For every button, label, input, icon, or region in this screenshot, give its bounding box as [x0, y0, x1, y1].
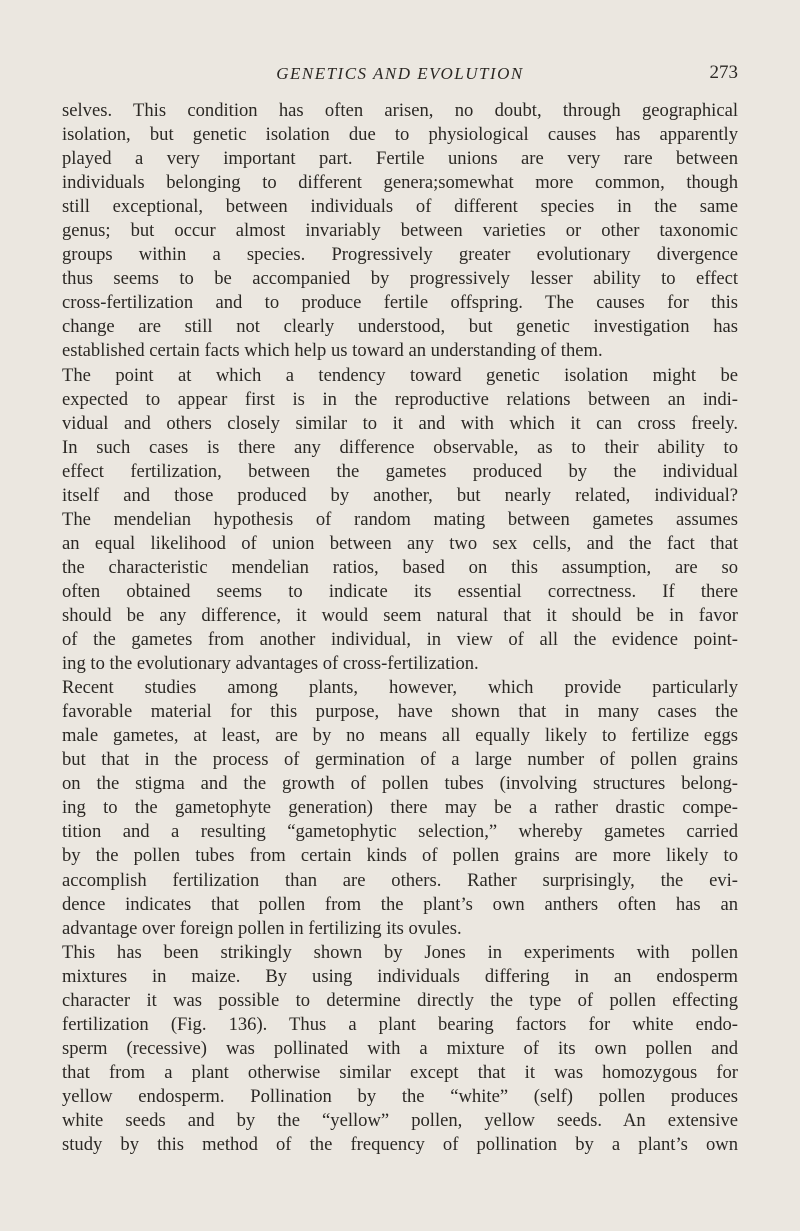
- text-line: of the gametes from another individual, in view of all the evidence point-: [62, 629, 738, 651]
- text-line: advantage over foreign pollen in fertilizing its ovules.: [62, 917, 462, 939]
- text-line: yellow endosperm. Pollination by the “white” (self) pollen produces: [62, 1085, 738, 1107]
- text-line: genus; but occur almost invariably between varieties or other taxonomic: [62, 220, 738, 242]
- text-line: effect fertilization, between the gametes produced by the individual: [62, 460, 738, 482]
- text-line: white seeds and by the “yellow” pollen, yellow seeds. An extensive: [62, 1109, 738, 1131]
- text-line: the characteristic mendelian ratios, based on this assumption, are so: [62, 556, 738, 578]
- page-header: [62, 58, 738, 88]
- text-line: tition and a resulting “gametophytic selection,” whereby gametes carried: [62, 821, 738, 843]
- text-line: mixtures in maize. By using individuals differing in an endosperm: [62, 965, 738, 987]
- text-line: character it was possible to determine directly the type of pollen effecting: [62, 989, 738, 1011]
- running-head: GENETICS AND EVOLUTION: [276, 64, 524, 83]
- text-line: that from a plant otherwise similar except that it was homozygous for: [62, 1061, 738, 1083]
- text-line: thus seems to be accompanied by progressively lesser ability to effect: [62, 268, 738, 290]
- text-line: In such cases is there any difference observable, as to their ability to: [62, 436, 738, 458]
- text-line: This has been strikingly shown by Jones in experiments with pollen: [62, 941, 738, 963]
- text-line: still exceptional, between individuals of different species in the same: [62, 196, 738, 218]
- text-line: ing to the evolutionary advantages of cross-fertilization.: [62, 653, 479, 675]
- text-line: sperm (recessive) was pollinated with a mixture of its own pollen and: [62, 1037, 738, 1059]
- text-line: established certain facts which help us toward an understanding of them.: [62, 340, 603, 362]
- text-line: groups within a species. Progressively greater evolutionary divergence: [62, 244, 738, 266]
- text-line: isolation, but genetic isolation due to physiological causes has apparently: [62, 124, 738, 146]
- text-line: The mendelian hypothesis of random mating between gametes assumes: [62, 508, 738, 530]
- text-line: study by this method of the frequency of pollination by a plant’s own: [62, 1134, 738, 1156]
- text-line: by the pollen tubes from certain kinds of pollen grains are more likely to: [62, 845, 738, 867]
- text-line: but that in the process of germination of a large number of pollen grains: [62, 749, 738, 771]
- text-line: often obtained seems to indicate its essential correctness. If there: [62, 580, 738, 602]
- text-line: vidual and others closely similar to it and with which it can cross freely.: [62, 412, 738, 434]
- text-line: change are still not clearly understood, but genetic investigation has: [62, 316, 738, 338]
- text-line: played a very important part. Fertile unions are very rare between: [62, 148, 738, 170]
- page-number: 273: [709, 62, 738, 83]
- body-text: [62, 99, 738, 1157]
- text-line: on the stigma and the growth of pollen tubes (involving structures belong-: [62, 773, 738, 795]
- text-line: an equal likelihood of union between any two sex cells, and the fact that: [62, 532, 738, 554]
- text-line: should be any difference, it would seem natural that it should be in favor: [62, 604, 738, 626]
- text-line: male gametes, at least, are by no means all equally likely to fertilize eggs: [62, 725, 738, 747]
- text-line: accomplish fertilization than are others. Rather surprisingly, the evi-: [62, 869, 738, 891]
- text-line: favorable material for this purpose, have shown that in many cases the: [62, 701, 738, 723]
- text-line: selves. This condition has often arisen, no doubt, through geographical: [62, 100, 738, 121]
- text-line: Recent studies among plants, however, which provide particularly: [62, 677, 738, 699]
- text-line: cross-fertilization and to produce fertile offspring. The causes for this: [62, 292, 738, 314]
- text-line: expected to appear first is in the reproductive relations between an indi-: [62, 388, 738, 410]
- text-line: The point at which a tendency toward genetic isolation might be: [62, 364, 738, 386]
- text-line: individuals belonging to different genera;somewhat more common, though: [62, 172, 738, 194]
- text-line: dence indicates that pollen from the plant’s own anthers often has an: [62, 893, 738, 915]
- text-line: itself and those produced by another, but nearly related, individual?: [62, 484, 738, 506]
- text-line: ing to the gametophyte generation) there may be a rather drastic compe-: [62, 797, 738, 819]
- text-line: fertilization (Fig. 136). Thus a plant bearing factors for white endo-: [62, 1013, 738, 1035]
